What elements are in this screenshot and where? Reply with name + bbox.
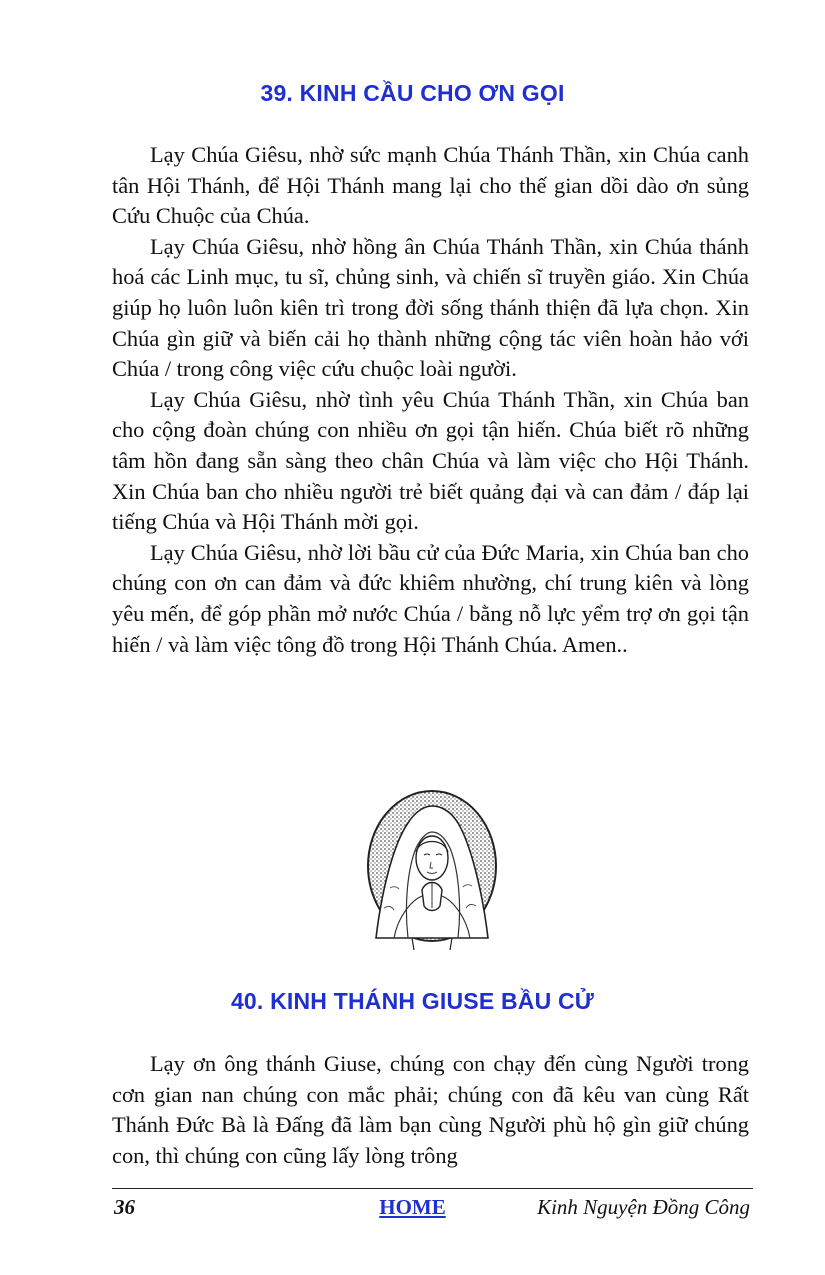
praying-madonna-illustration bbox=[364, 788, 500, 956]
footer-divider bbox=[112, 1188, 753, 1189]
paragraph: Lạy Chúa Giêsu, nhờ hồng ân Chúa Thánh Thần, xin Chúa thánh hoá các Linh mục, tu sĩ, chủng sinh, và chiến sĩ truyền giáo. Xin Chúa giúp họ luôn luôn kiên trì trong đời sống thánh thiện đã lựa chọn. Xin Chúa gìn giữ và biến cải họ thành những cộng tác viên hoàn hảo với Chúa / trong công việc cứu chuộc loài người. bbox=[112, 233, 749, 382]
book-title: Kinh Nguyện Đồng Công bbox=[537, 1195, 750, 1219]
paragraph: Lạy Chúa Giêsu, nhờ lời bầu cử của Đức Maria, xin Chúa ban cho chúng con ơn can đảm và đức khiêm nhường, chí trung kiên và lòng yêu mến, để góp phần mở nước Chúa / bằng nỗ lực yểm trợ ơn gọi tận hiến / và làm việc tông đồ trong Hội Thánh Chúa. Amen.. bbox=[112, 539, 749, 657]
home-link[interactable]: HOME bbox=[379, 1195, 446, 1219]
page-number: 36 bbox=[114, 1195, 135, 1219]
section-39-body bbox=[112, 140, 749, 660]
section-40-body bbox=[112, 1049, 749, 1175]
section-39-title: 39. KINH CẦU CHO ƠN GỌI bbox=[260, 80, 565, 106]
paragraph: Lạy ơn ông thánh Giuse, chúng con chạy đến cùng Người trong cơn gian nan chúng con mắc phải; chúng con đã kêu van cùng Rất Thánh Đức Bà là Đấng đã làm bạn cùng Người phù hộ gìn giữ chúng con, thì chúng con cũng lấy lòng trông bbox=[112, 1051, 749, 1168]
paragraph: Lạy Chúa Giêsu, nhờ tình yêu Chúa Thánh Thần, xin Chúa ban cho cộng đoàn chúng con nhiều ơn gọi tận hiến. Chúa biết rõ những tâm hồn đang sẵn sàng theo chân Chúa và làm việc cho Hội Thánh. Xin Chúa ban cho nhiều người trẻ biết quảng đại và can đảm / đáp lại tiếng Chúa và Hội Thánh mời gọi. bbox=[112, 386, 749, 535]
paragraph: Lạy Chúa Giêsu, nhờ sức mạnh Chúa Thánh Thần, xin Chúa canh tân Hội Thánh, để Hội Thánh mang lại cho thế gian dồi dào ơn sủng Cứu Chuộc của Chúa. bbox=[112, 142, 749, 229]
section-40-title: 40. KINH THÁNH GIUSE BẦU CỬ bbox=[230, 988, 595, 1014]
